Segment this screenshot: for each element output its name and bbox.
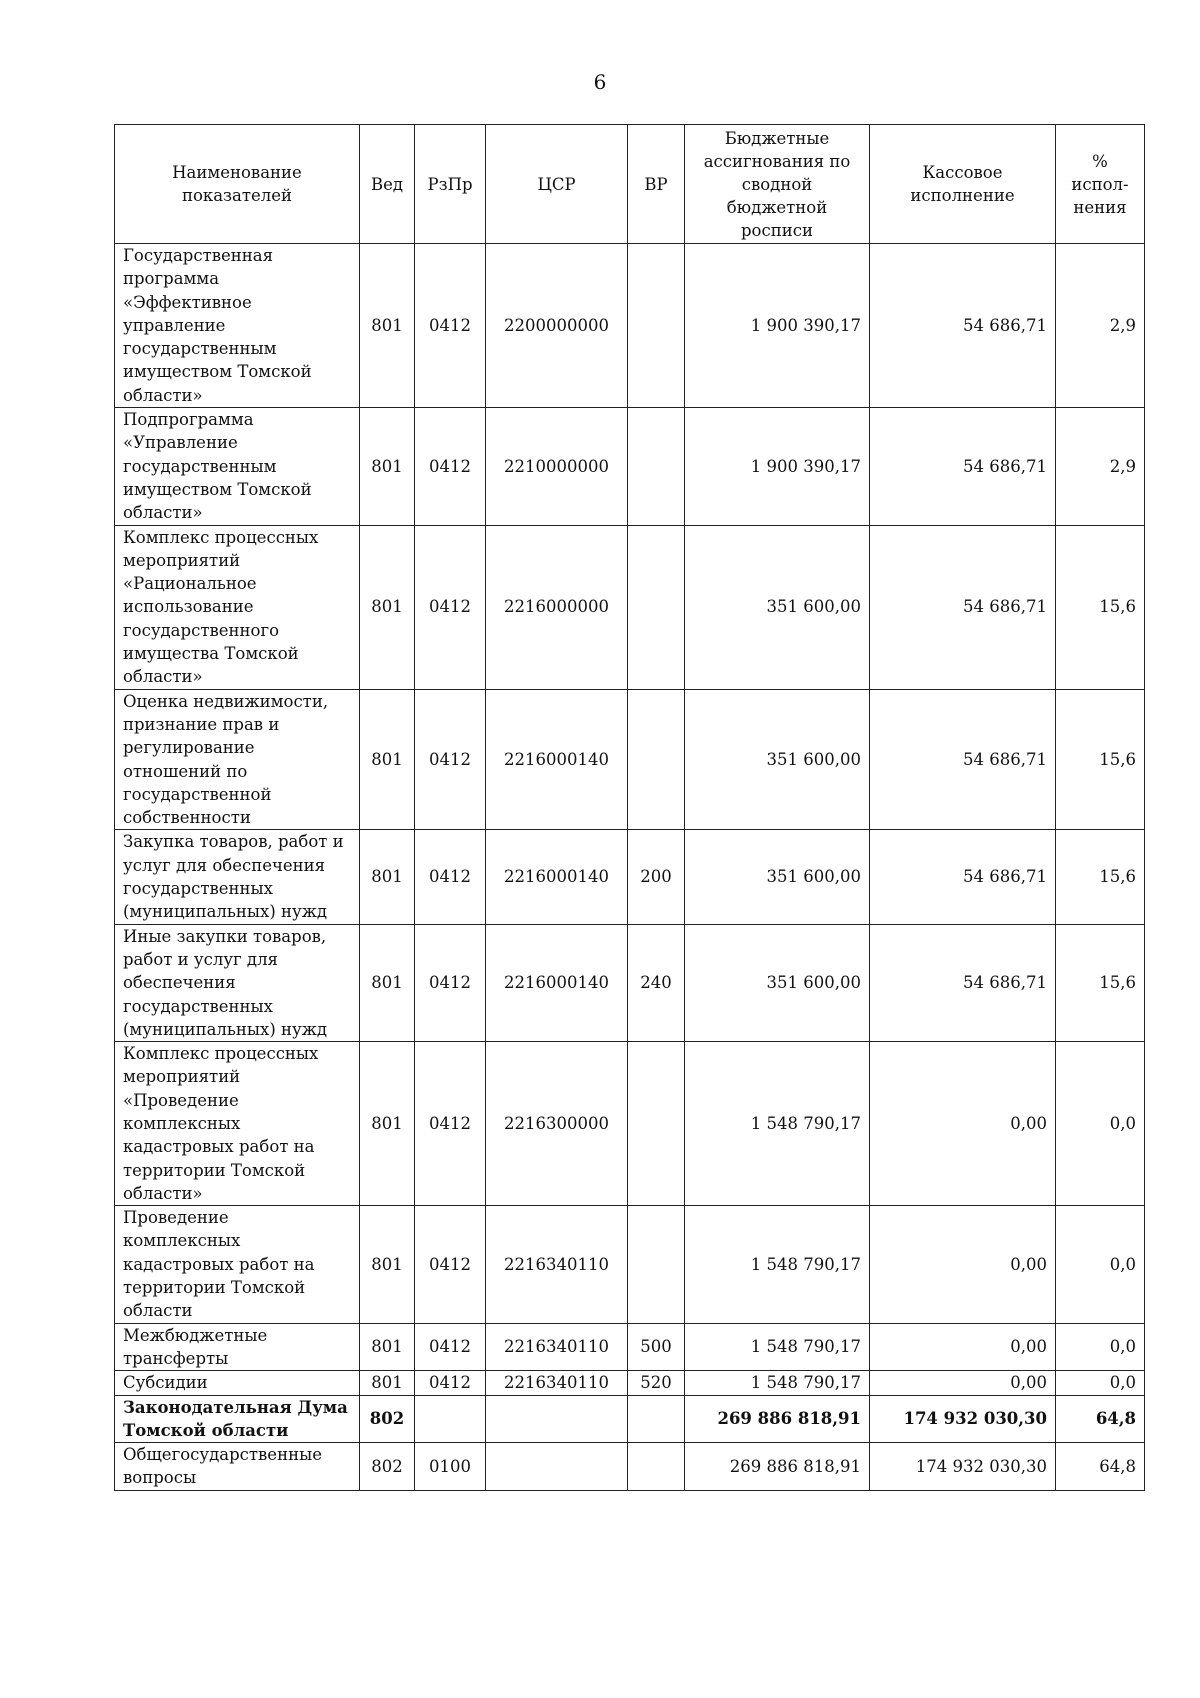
cell-vr (628, 1395, 685, 1443)
table-row (115, 244, 1145, 408)
cell-csr: 2200000000 (486, 244, 628, 408)
cell-execution: 174 932 030,30 (870, 1395, 1056, 1443)
cell-name: Комплекс процессных мероприятий «Проведение комплексных кадастровых работ на территории Томской области» (115, 1042, 360, 1206)
cell-ved: 801 (360, 1371, 415, 1395)
cell-csr: 2216340110 (486, 1206, 628, 1323)
cell-assignments: 1 900 390,17 (685, 244, 870, 408)
cell-ved: 801 (360, 830, 415, 924)
cell-execution: 0,00 (870, 1042, 1056, 1206)
cell-rzpr: 0412 (415, 1323, 486, 1371)
cell-ved: 801 (360, 689, 415, 830)
cell-rzpr: 0100 (415, 1443, 486, 1491)
cell-name: Оценка недвижимости, признание прав и регулирование отношений по государственной собственности (115, 689, 360, 830)
cell-name: Законодательная Дума Томской области (115, 1395, 360, 1443)
cell-name: Межбюджетные трансферты (115, 1323, 360, 1371)
cell-assignments: 1 900 390,17 (685, 408, 870, 525)
cell-name: Общегосударственные вопросы (115, 1443, 360, 1491)
header-assignments: Бюджетные ассигнования по сводной бюджетной росписи (685, 125, 870, 244)
table-row (115, 1371, 1145, 1395)
cell-name: Подпрограмма «Управление государственным имуществом Томской области» (115, 408, 360, 525)
cell-name: Закупка товаров, работ и услуг для обеспечения государственных (муниципальных) нужд (115, 830, 360, 924)
table-row (115, 924, 1145, 1041)
header-percent: % испол-нения (1056, 125, 1145, 244)
cell-vr (628, 1042, 685, 1206)
cell-percent: 64,8 (1056, 1443, 1145, 1491)
cell-assignments: 1 548 790,17 (685, 1371, 870, 1395)
cell-execution: 54 686,71 (870, 525, 1056, 689)
cell-percent: 15,6 (1056, 924, 1145, 1041)
cell-assignments: 1 548 790,17 (685, 1206, 870, 1323)
cell-percent: 15,6 (1056, 689, 1145, 830)
table-row (115, 1042, 1145, 1206)
cell-execution: 174 932 030,30 (870, 1443, 1056, 1491)
cell-vr: 240 (628, 924, 685, 1041)
cell-assignments: 269 886 818,91 (685, 1395, 870, 1443)
cell-rzpr: 0412 (415, 1371, 486, 1395)
table-row (115, 408, 1145, 525)
cell-name: Субсидии (115, 1371, 360, 1395)
cell-csr (486, 1395, 628, 1443)
cell-percent: 15,6 (1056, 525, 1145, 689)
cell-ved: 802 (360, 1395, 415, 1443)
cell-assignments: 351 600,00 (685, 689, 870, 830)
cell-execution: 0,00 (870, 1206, 1056, 1323)
cell-csr: 2216340110 (486, 1323, 628, 1371)
budget-execution-table (114, 124, 1145, 1491)
cell-vr: 200 (628, 830, 685, 924)
cell-vr: 500 (628, 1323, 685, 1371)
cell-rzpr (415, 1395, 486, 1443)
cell-name: Государственная программа «Эффективное управление государственным имуществом Томской области» (115, 244, 360, 408)
cell-percent: 64,8 (1056, 1395, 1145, 1443)
cell-name: Комплекс процессных мероприятий «Рациональное использование государственного имущества Томской области» (115, 525, 360, 689)
cell-vr (628, 244, 685, 408)
cell-execution: 0,00 (870, 1323, 1056, 1371)
cell-execution: 0,00 (870, 1371, 1056, 1395)
cell-percent: 0,0 (1056, 1371, 1145, 1395)
header-vr: ВР (628, 125, 685, 244)
header-rzpr: РзПр (415, 125, 486, 244)
table-row (115, 689, 1145, 830)
cell-csr: 2216000000 (486, 525, 628, 689)
cell-rzpr: 0412 (415, 830, 486, 924)
cell-name: Проведение комплексных кадастровых работ на территории Томской области (115, 1206, 360, 1323)
cell-ved: 801 (360, 525, 415, 689)
cell-ved: 801 (360, 924, 415, 1041)
cell-ved: 802 (360, 1443, 415, 1491)
cell-assignments: 269 886 818,91 (685, 1443, 870, 1491)
cell-rzpr: 0412 (415, 689, 486, 830)
cell-execution: 54 686,71 (870, 408, 1056, 525)
table-row (115, 1323, 1145, 1371)
cell-csr: 2216000140 (486, 689, 628, 830)
cell-rzpr: 0412 (415, 244, 486, 408)
cell-vr: 520 (628, 1371, 685, 1395)
cell-ved: 801 (360, 244, 415, 408)
cell-percent: 2,9 (1056, 244, 1145, 408)
cell-ved: 801 (360, 1323, 415, 1371)
table-row (115, 1443, 1145, 1491)
cell-rzpr: 0412 (415, 1206, 486, 1323)
cell-vr (628, 1206, 685, 1323)
cell-rzpr: 0412 (415, 525, 486, 689)
cell-rzpr: 0412 (415, 924, 486, 1041)
cell-assignments: 351 600,00 (685, 525, 870, 689)
cell-rzpr: 0412 (415, 1042, 486, 1206)
cell-csr: 2210000000 (486, 408, 628, 525)
cell-percent: 2,9 (1056, 408, 1145, 525)
cell-percent: 0,0 (1056, 1206, 1145, 1323)
cell-vr (628, 1443, 685, 1491)
cell-execution: 54 686,71 (870, 689, 1056, 830)
cell-assignments: 1 548 790,17 (685, 1323, 870, 1371)
cell-execution: 54 686,71 (870, 830, 1056, 924)
cell-csr (486, 1443, 628, 1491)
cell-vr (628, 689, 685, 830)
cell-execution: 54 686,71 (870, 244, 1056, 408)
cell-name: Иные закупки товаров, работ и услуг для обеспечения государственных (муниципальных) нужд (115, 924, 360, 1041)
cell-csr: 2216340110 (486, 1371, 628, 1395)
cell-vr (628, 408, 685, 525)
cell-ved: 801 (360, 1206, 415, 1323)
table-header-row (115, 125, 1145, 244)
cell-csr: 2216300000 (486, 1042, 628, 1206)
cell-csr: 2216000140 (486, 830, 628, 924)
cell-ved: 801 (360, 408, 415, 525)
cell-ved: 801 (360, 1042, 415, 1206)
cell-vr (628, 525, 685, 689)
cell-assignments: 1 548 790,17 (685, 1042, 870, 1206)
table-row (115, 1206, 1145, 1323)
table-row (115, 830, 1145, 924)
cell-rzpr: 0412 (415, 408, 486, 525)
cell-percent: 15,6 (1056, 830, 1145, 924)
cell-execution: 54 686,71 (870, 924, 1056, 1041)
cell-percent: 0,0 (1056, 1042, 1145, 1206)
table-row-total (115, 1395, 1145, 1443)
cell-assignments: 351 600,00 (685, 830, 870, 924)
cell-csr: 2216000140 (486, 924, 628, 1041)
header-ved: Вед (360, 125, 415, 244)
cell-percent: 0,0 (1056, 1323, 1145, 1371)
header-csr: ЦСР (486, 125, 628, 244)
header-name: Наименование показателей (115, 125, 360, 244)
page-number: 6 (593, 70, 607, 94)
table-row (115, 525, 1145, 689)
cell-assignments: 351 600,00 (685, 924, 870, 1041)
header-execution: Кассовое исполнение (870, 125, 1056, 244)
